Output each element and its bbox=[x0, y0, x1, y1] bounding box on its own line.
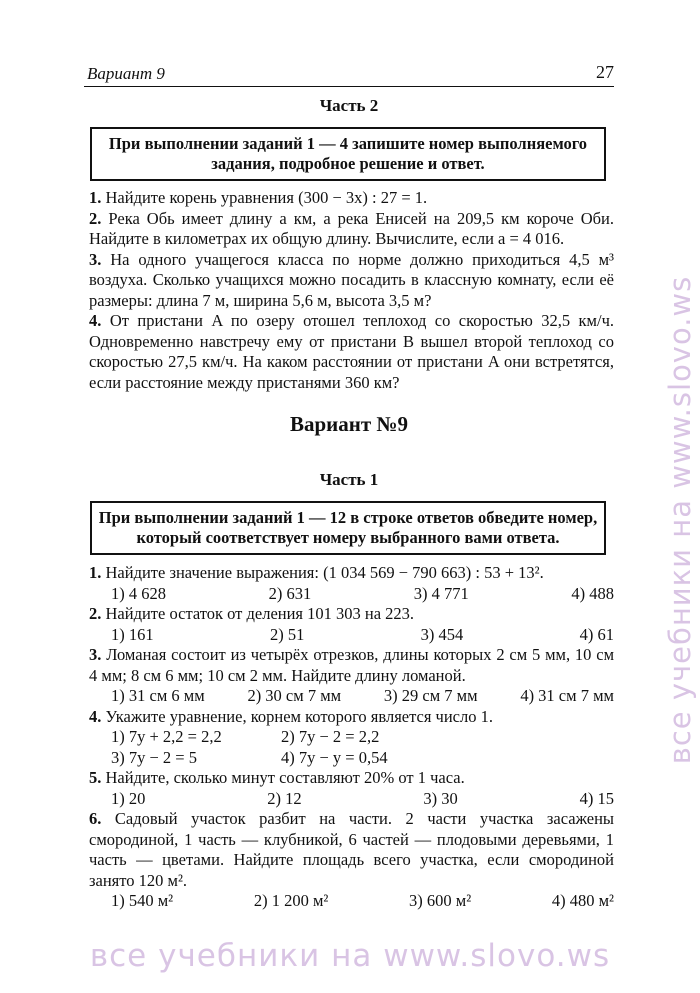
part2-title: Часть 2 bbox=[319, 96, 379, 115]
part1-instruction-box: При выполнении заданий 1 — 12 в строке ответов обведите номер, который соответствует номеру выбранного вами ответа. bbox=[90, 501, 606, 555]
answer-options bbox=[89, 727, 614, 768]
answer-option[interactable]: 2) 7y − 2 = 2,2 bbox=[281, 727, 380, 746]
problem-item: 4. Укажите уравнение, корнем которого является число 1. bbox=[89, 706, 493, 726]
problem-item: 3. Ломаная состоит из четырёх отрезков, длины которых 2 см 5 мм, 10 см 4 мм; 8 см 6 мм; 10 см 2 мм. Найдите длину ломаной. bbox=[89, 645, 615, 685]
answer-option[interactable]: 1) 161 bbox=[111, 624, 154, 644]
answer-option[interactable]: 4) 7y − y = 0,54 bbox=[281, 747, 388, 767]
answer-options bbox=[89, 584, 614, 605]
part2-instruction-box: При выполнении заданий 1 — 4 запишите номер выполняемого задания, подробное решение и ответ. bbox=[90, 127, 606, 181]
problem-item: 1. Найдите значение выражения: (1 034 569 − 790 663) : 53 + 13². bbox=[89, 563, 544, 582]
answer-option[interactable]: 3) 29 см 7 мм bbox=[383, 686, 478, 705]
part1-title: Часть 1 bbox=[319, 470, 379, 489]
answer-options bbox=[89, 789, 614, 810]
part1-problems bbox=[89, 563, 614, 912]
answer-options bbox=[89, 625, 614, 646]
answer-option[interactable]: 1) 20 bbox=[111, 788, 146, 808]
answer-option[interactable]: 4) 488 bbox=[571, 583, 614, 603]
answer-option[interactable]: 1) 31 см 6 мм bbox=[111, 686, 205, 705]
answer-option[interactable]: 1) 7y + 2,2 = 2,2 bbox=[111, 727, 222, 746]
answer-option[interactable]: 2) 1 200 м² bbox=[253, 891, 329, 910]
answer-option[interactable]: 2) 30 см 7 мм bbox=[247, 686, 342, 705]
answer-option[interactable]: 4) 61 bbox=[579, 624, 614, 644]
part2-problems bbox=[89, 188, 614, 393]
answer-option[interactable]: 3) 7y − 2 = 5 bbox=[111, 747, 197, 767]
answer-option[interactable]: 3) 600 м² bbox=[409, 891, 472, 910]
problem-item: 2. Найдите остаток от деления 101 303 на 223. bbox=[89, 604, 415, 623]
page-header bbox=[84, 62, 614, 87]
answer-option[interactable]: 1) 4 628 bbox=[111, 583, 166, 603]
answer-option[interactable]: 2) 12 bbox=[267, 788, 302, 808]
running-head-variant: Вариант 9 bbox=[87, 64, 165, 83]
problem-item: 1. Найдите корень уравнения (300 − 3x) : 27 = 1. bbox=[89, 188, 428, 207]
side-watermark: все учебники на www.slovo.ws bbox=[663, 275, 697, 765]
problem-item: 3. На одного учащегося класса по норме должно приходиться 4,5 м³ воздуха. Сколько учащихся можно посадить в классную комнату, если её размеры: длина 7 м, ширина 5,6 м, высота 3,5 м? bbox=[89, 249, 615, 310]
problem-item: 4. От пристани A по озеру отошел теплоход со скоростью 32,5 км/ч. Одновременно навстречу ему от пристани B вышел второй теплоход со скоростью 27,5 км/ч. На каком расстоянии от пристани A они встретятся, если расстояние между пристанями 360 км? bbox=[89, 311, 615, 392]
answer-options bbox=[89, 686, 614, 707]
answer-option[interactable]: 4) 15 bbox=[579, 788, 614, 808]
answer-option[interactable]: 1) 540 м² bbox=[111, 891, 174, 910]
answer-option[interactable]: 4) 480 м² bbox=[551, 891, 614, 910]
page-number: 27 bbox=[596, 62, 614, 82]
problem-item: 6. Садовый участок разбит на части. 2 части участка засажены смородиной, 1 часть — клубникой, 6 частей — плодовыми деревьями, 1 часть — цветами. Найдите площадь всего участка, если смородиной занято 120 м². bbox=[89, 809, 614, 890]
answer-option[interactable]: 3) 30 bbox=[423, 788, 458, 808]
answer-option[interactable]: 2) 51 bbox=[269, 624, 305, 644]
problem-item: 5. Найдите, сколько минут составляют 20% от 1 часа. bbox=[89, 768, 465, 787]
problem-item: 2. Река Обь имеет длину a км, а река Енисей на 209,5 км короче Оби. Найдите в километрах их общую длину. Вычислите, если a = 4 016. bbox=[89, 208, 614, 248]
answer-option[interactable]: 3) 454 bbox=[420, 624, 464, 644]
answer-option[interactable]: 3) 4 771 bbox=[413, 583, 469, 603]
answer-options bbox=[89, 891, 614, 912]
answer-option[interactable]: 2) 631 bbox=[268, 583, 312, 603]
bottom-watermark: все учебники на www.slovo.ws bbox=[89, 938, 611, 974]
answer-option[interactable]: 4) 31 см 7 мм bbox=[520, 686, 614, 705]
variant-title: Вариант №9 bbox=[289, 412, 409, 436]
